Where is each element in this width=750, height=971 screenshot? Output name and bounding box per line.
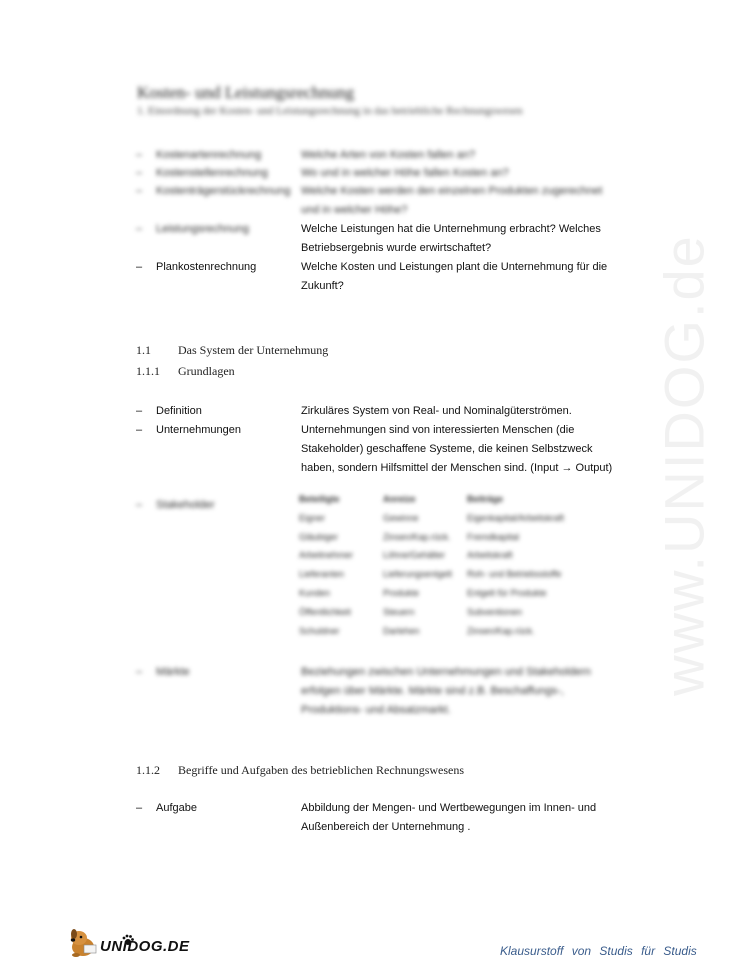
list-term: Kostenstellenrechnung: [156, 167, 268, 179]
table-row: [299, 588, 587, 607]
list-desc: Welche Kosten und Leistungen plant die Unternehmung für die Zukunft?: [301, 261, 608, 292]
stakeholder-table: [299, 494, 587, 644]
section-number: 1.1.2: [136, 763, 160, 777]
document-title: Kosten- und Leistungsrechnung: [137, 83, 355, 102]
list-term: Kostenartenrechnung: [156, 149, 262, 161]
document-subtitle: 1. Einordnung der Kosten- und Leistungsrechnung in das betriebliche Rechnungswesen: [137, 105, 523, 117]
table-header: Anreize: [383, 494, 416, 504]
table-row: [299, 513, 587, 532]
section-title: Begriffe und Aufgaben des betrieblichen Rechnungswesens: [178, 763, 465, 777]
list-term: Leistungsrechnung: [156, 223, 249, 235]
table-header: Beiträge: [467, 494, 504, 504]
table-cell: Arbeitskraft: [467, 550, 513, 561]
list-desc: Beziehungen zwischen Unternehmungen und Stakeholdern erfolgen über Märkte. Märkte sind z.B. Beschaffungs-, Produktions- und Absatzmarkt.: [301, 666, 591, 716]
table-cell: Produkte: [383, 587, 420, 598]
section-title: Grundlagen: [178, 364, 235, 378]
list-term: Definition: [156, 405, 202, 417]
list-desc: Abbildung der Mengen- und Wertbewegungen im Innen- und Außenbereich der Unternehmung .: [301, 802, 597, 833]
list-dash: –: [136, 185, 143, 197]
table-header: Beteiligte: [299, 494, 340, 504]
list-desc: Welche Kosten werden den einzelnen Produkten zugerechnet und in welcher Höhe?: [301, 185, 603, 216]
list-desc: Welche Arten von Kosten fallen an?: [301, 149, 476, 161]
table-cell: Löhne/Gehälter: [383, 550, 446, 561]
list-term: Plankostenrechnung: [156, 261, 257, 273]
list-dash: –: [136, 424, 143, 436]
table-row: [299, 569, 587, 588]
list-term: Märkte: [156, 666, 190, 678]
table-header-row: [299, 494, 587, 513]
table-cell: Roh- und Betriebsstoffe: [467, 569, 562, 580]
table-cell: Subventionen: [467, 606, 523, 617]
list-dash: –: [136, 802, 143, 814]
table-cell: Lieferungsentgelt: [383, 569, 453, 580]
list-desc: Zirkuläres System von Real- und Nominalgüterströmen.: [301, 405, 572, 417]
table-cell: Eigenkapital/Arbeitskraft: [467, 512, 565, 523]
list-dash: –: [136, 666, 143, 678]
table-cell: Entgelt für Produkte: [467, 587, 547, 598]
table-cell: Öffentlichkeit: [299, 606, 351, 617]
table-row: [299, 626, 587, 645]
section-number: 1.1: [136, 343, 151, 357]
list-dash: –: [136, 499, 143, 511]
table-cell: Schuldner: [299, 625, 340, 636]
list-desc: Wo und in welcher Höhe fallen Kosten an?: [301, 167, 509, 179]
logo-text: UNIDOG.DE: [100, 938, 190, 955]
table-row: [299, 532, 587, 551]
list-term: Aufgabe: [156, 802, 197, 814]
list-term: Stakeholder: [156, 499, 215, 511]
table-cell: Gläubiger: [299, 531, 339, 542]
table-row: [299, 607, 587, 626]
table-cell: Kunden: [299, 587, 331, 598]
table-cell: Fremdkapital: [467, 531, 520, 542]
table-cell: Arbeitnehmer: [299, 550, 354, 561]
table-cell: Gewinne: [383, 512, 419, 523]
list-term: Unternehmungen: [156, 424, 242, 436]
table-cell: Zinsen/Kap.rück.: [467, 625, 535, 636]
list-dash: –: [136, 405, 143, 417]
watermark: www.UNIDOG.de: [652, 234, 716, 696]
table-cell: Lieferanten: [299, 569, 345, 580]
list-dash: –: [136, 149, 143, 161]
list-dash: –: [136, 261, 143, 273]
list-dash: –: [136, 167, 143, 179]
list-dash: –: [136, 223, 143, 235]
list-desc: Unternehmungen sind von interessierten Menschen (die Stakeholder) geschaffene Systeme, die keinen Selbstzweck haben, sondern Hilfsmittel der Menschen sind. (Input → Output): [301, 424, 613, 474]
section-number: 1.1.1: [136, 364, 160, 378]
dog-mascot-icon: [66, 928, 100, 958]
table-cell: Eigner: [299, 512, 326, 523]
section-title: Das System der Unternehmung: [178, 343, 329, 357]
table-cell: Steuern: [383, 606, 415, 617]
footer-tagline: Klausurstoff von Studis für Studis: [500, 944, 697, 958]
table-row: [299, 550, 587, 569]
table-cell: Darlehen: [383, 625, 420, 636]
list-desc: Welche Leistungen hat die Unternehmung erbracht? Welches Betriebsergebnis wurde erwirtschaftet?: [301, 223, 601, 254]
list-term: Kostenträgerstückrechnung: [156, 185, 291, 197]
table-cell: Zinsen/Kap.rück.: [383, 531, 451, 542]
